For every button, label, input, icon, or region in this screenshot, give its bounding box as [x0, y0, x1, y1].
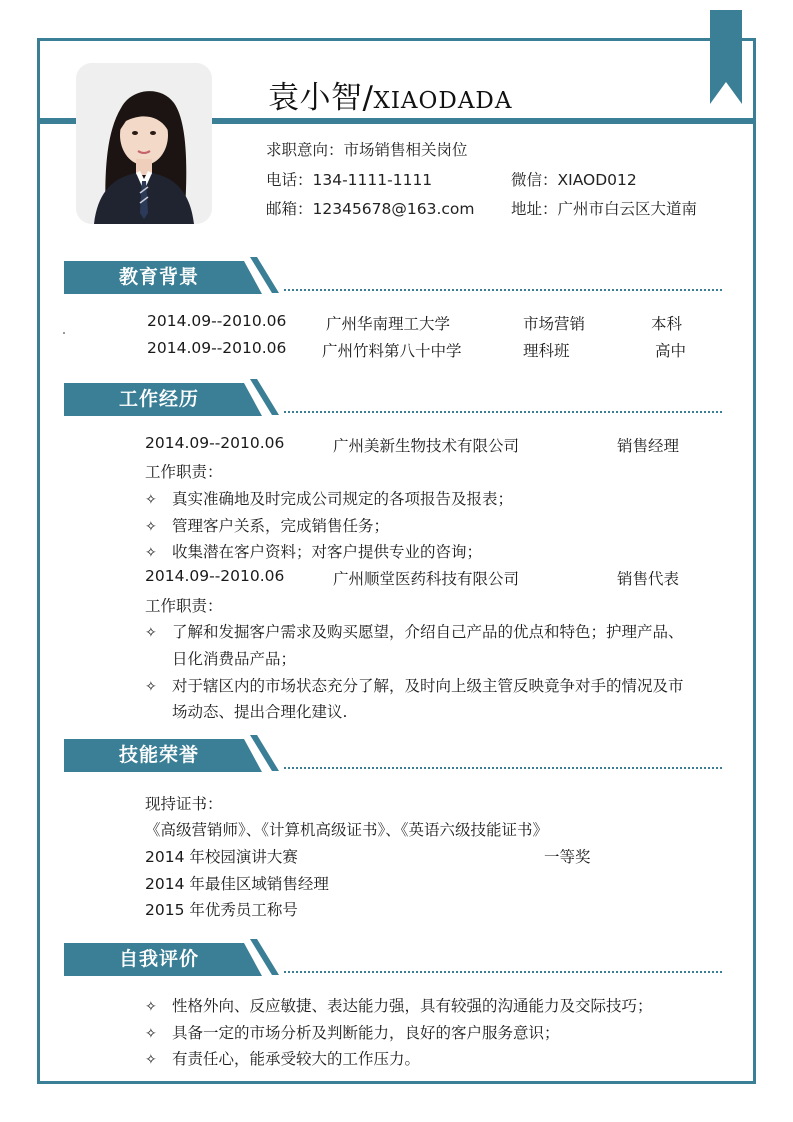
section-title: 自我评价	[118, 948, 199, 970]
slash-decoration-icon	[250, 257, 284, 297]
dotted-rule	[284, 411, 722, 413]
edu-major: 市场营销	[523, 315, 586, 333]
bullet-icon: ✧	[145, 679, 157, 695]
job-company: 广州顺堂医药科技有限公司	[333, 570, 520, 588]
section-title: 教育背景	[118, 266, 199, 288]
award-item: 2014 年校园演讲大赛	[145, 848, 298, 866]
self-eval-item: ✧ 有责任心，能承受较大的工作压力。	[145, 1050, 421, 1068]
edu-date: 2014.09--2010.06	[147, 312, 287, 330]
award-prize: 一等奖	[544, 848, 591, 866]
wechat: 微信：XIAOD012	[511, 171, 637, 189]
name-en: XIAODADA	[373, 88, 513, 114]
job-company: 广州美新生物技术有限公司	[333, 437, 520, 455]
email: 邮箱：12345678@163.com	[266, 200, 475, 218]
bullet-icon: ✧	[145, 545, 157, 561]
job-date: 2014.09--2010.06	[145, 567, 285, 585]
edu-degree: 本科	[651, 315, 683, 333]
duty-item: ✧ 收集潜在客户资料；对客户提供专业的咨询；	[145, 543, 483, 561]
candidate-name	[268, 72, 512, 117]
duty-item-continued: 日化消费品产品；	[172, 650, 297, 668]
job-date: 2014.09--2010.06	[145, 434, 285, 452]
duty-label: 工作职责：	[145, 597, 223, 615]
address: 地址：广州市白云区大道南	[511, 200, 698, 218]
bookmark-ribbon-icon	[710, 10, 742, 104]
bullet-icon: ✧	[145, 492, 157, 508]
section-title: 技能荣誉	[118, 744, 199, 766]
slash-decoration-icon	[250, 939, 284, 979]
duty-item: ✧ 了解和发掘客户需求及购买愿望，介绍自己产品的优点和特色；护理产品、	[145, 623, 684, 641]
stray-dot	[63, 332, 65, 334]
self-eval-item: ✧ 性格外向、反应敏捷、表达能力强，具有较强的沟通能力及交际技巧；	[145, 997, 653, 1015]
name-cn: 袁小智/	[268, 80, 374, 116]
cert-list: 《高级营销师》、《计算机高级证书》、《英语六级技能证书》	[145, 821, 549, 839]
bullet-icon: ✧	[145, 999, 157, 1015]
duty-item-continued: 场动态、提出合理化建议.	[172, 703, 348, 721]
dotted-rule	[284, 971, 722, 973]
award-item: 2014 年最佳区域销售经理	[145, 875, 329, 893]
self-eval-item: ✧ 具备一定的市场分析及判断能力，良好的客户服务意识；	[145, 1024, 560, 1042]
edu-school: 广州竹料第八十中学	[322, 342, 462, 360]
dotted-rule	[284, 289, 722, 291]
section-header-skills	[64, 735, 724, 775]
edu-degree: 高中	[655, 342, 687, 360]
job-role: 销售代表	[617, 570, 680, 588]
slash-decoration-icon	[250, 735, 284, 775]
edu-school: 广州华南理工大学	[326, 315, 451, 333]
bullet-icon: ✧	[145, 625, 157, 641]
duty-item: ✧ 对于辖区内的市场状态充分了解，及时向上级主管反映竟争对手的情况及市	[145, 677, 684, 695]
dotted-rule	[284, 767, 722, 769]
section-header-self-eval	[64, 939, 724, 979]
job-role: 销售经理	[617, 437, 680, 455]
edu-major: 理科班	[523, 342, 570, 360]
section-header-work	[64, 379, 724, 419]
section-title: 工作经历	[118, 388, 199, 410]
bullet-icon: ✧	[145, 1026, 157, 1042]
slash-decoration-icon	[250, 379, 284, 419]
section-header-education	[64, 257, 724, 297]
duty-label: 工作职责：	[145, 463, 223, 481]
duty-item: ✧ 管理客户关系，完成销售任务；	[145, 517, 390, 535]
duty-item: ✧ 真实准确地及时完成公司规定的各项报告及报表；	[145, 490, 514, 508]
bullet-icon: ✧	[145, 519, 157, 535]
phone: 电话：134-1111-1111	[266, 171, 433, 189]
bullet-icon: ✧	[145, 1052, 157, 1068]
job-objective: 求职意向：市场销售相关岗位	[266, 141, 468, 159]
award-item: 2015 年优秀员工称号	[145, 901, 298, 919]
profile-photo	[76, 63, 212, 224]
edu-date: 2014.09--2010.06	[147, 339, 287, 357]
cert-label: 现持证书：	[145, 795, 223, 813]
